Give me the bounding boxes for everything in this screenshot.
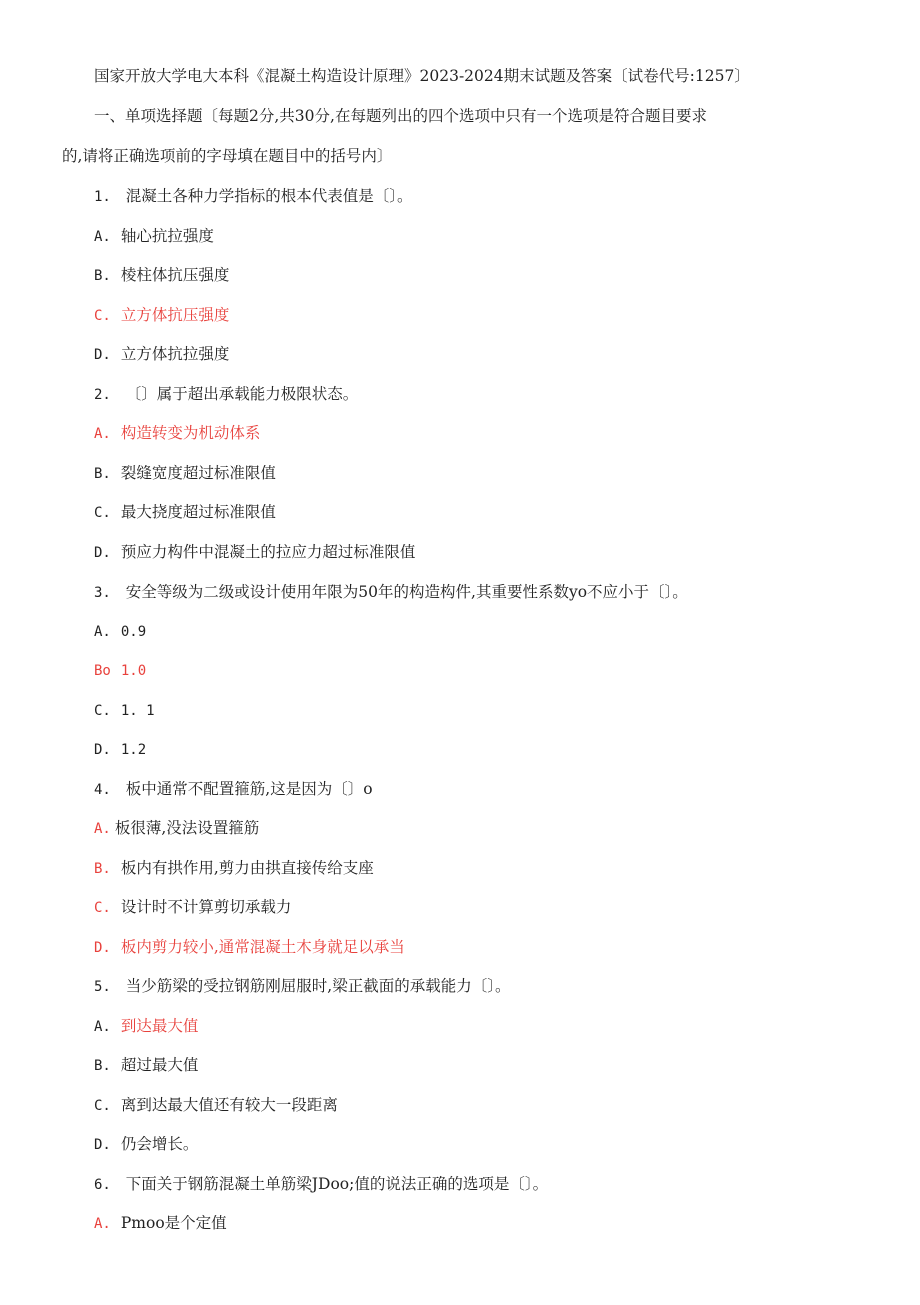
q5-option-a: A. 到达最大值 [94,1017,199,1035]
q1-option-b: B. 棱柱体抗压强度 [94,266,230,284]
question-stem: 下面关于钢筋混凝土单筋梁JDoo;值的说法正确的选项是〔〕。 [125,1175,549,1193]
q2-option-a-answer: A. 构造转变为机动体系 [94,424,261,442]
question-number: 4. [94,782,111,798]
q4-option-d-answer: D. 板内剪力较小,通常混凝土木身就足以承当 [94,938,405,956]
q5-option-c: C. 离到达最大值还有较大一段距离 [94,1096,338,1114]
question-number: 1. [94,189,111,205]
question-2 [94,384,358,405]
q4-option-b: B. 板内有拱作用,剪力由拱直接传给支座 [94,859,374,877]
question-5 [94,976,510,997]
question-stem: 混凝土各种力学指标的根本代表值是〔〕。 [125,187,413,205]
q3-option-d: D. 1.2 [94,742,147,758]
question-number: 2. [94,387,111,403]
q1-option-c-answer: C. 立方体抗压强度 [94,306,230,324]
section-heading: 一、单项选择题〔每题2分,共30分,在每题列出的四个选项中只有一个选项是符合题目要求 [94,107,707,125]
q3-option-b-answer: Bo 1.0 [94,663,147,679]
question-stem: 〔〕属于超出承载能力极限状态。 [125,385,359,403]
question-stem: 安全等级为二级或设计使用年限为50年的构造构件,其重要性系数yo不应小于〔〕。 [125,583,688,601]
section-heading-continued: 的,请将正确选项前的字母填在题目中的括号内〕 [62,147,393,165]
q3-option-c: C. 1. 1 [94,703,155,719]
q1-option-a: A. 轴心抗拉强度 [94,227,214,245]
question-3 [94,582,688,603]
question-number: 6. [94,1177,111,1193]
q3-option-a: A. 0.9 [94,624,147,640]
q2-option-d: D. 预应力构件中混凝土的拉应力超过标准限值 [94,543,416,561]
q6-option-a: A. Pmoo是个定值 [94,1214,227,1232]
question-number: 3. [94,585,111,601]
q5-option-b: B. 超过最大值 [94,1056,199,1074]
question-number: 5. [94,979,111,995]
question-stem: 板中通常不配置箍筋,这是因为〔〕o [125,780,373,798]
document-title: 国家开放大学电大本科《混凝土构造设计原理》2023-2024期末试题及答案〔试卷代号:1257〕 [94,67,750,85]
q2-option-c: C. 最大挠度超过标准限值 [94,503,276,521]
q2-option-b: B. 裂缝宽度超过标准限值 [94,464,276,482]
q4-option-a: A. 板很薄,没法设置箍筋 [94,819,260,837]
q1-option-d: D. 立方体抗拉强度 [94,345,230,363]
question-6 [94,1174,548,1195]
q4-option-c: C. 设计时不计算剪切承载力 [94,898,292,916]
question-1 [94,186,413,207]
question-stem: 当少筋梁的受拉钢筋刚屈服时,梁正截面的承载能力〔〕。 [125,977,511,995]
q5-option-d: D. 仍会增长。 [94,1135,199,1153]
question-4 [94,779,373,800]
